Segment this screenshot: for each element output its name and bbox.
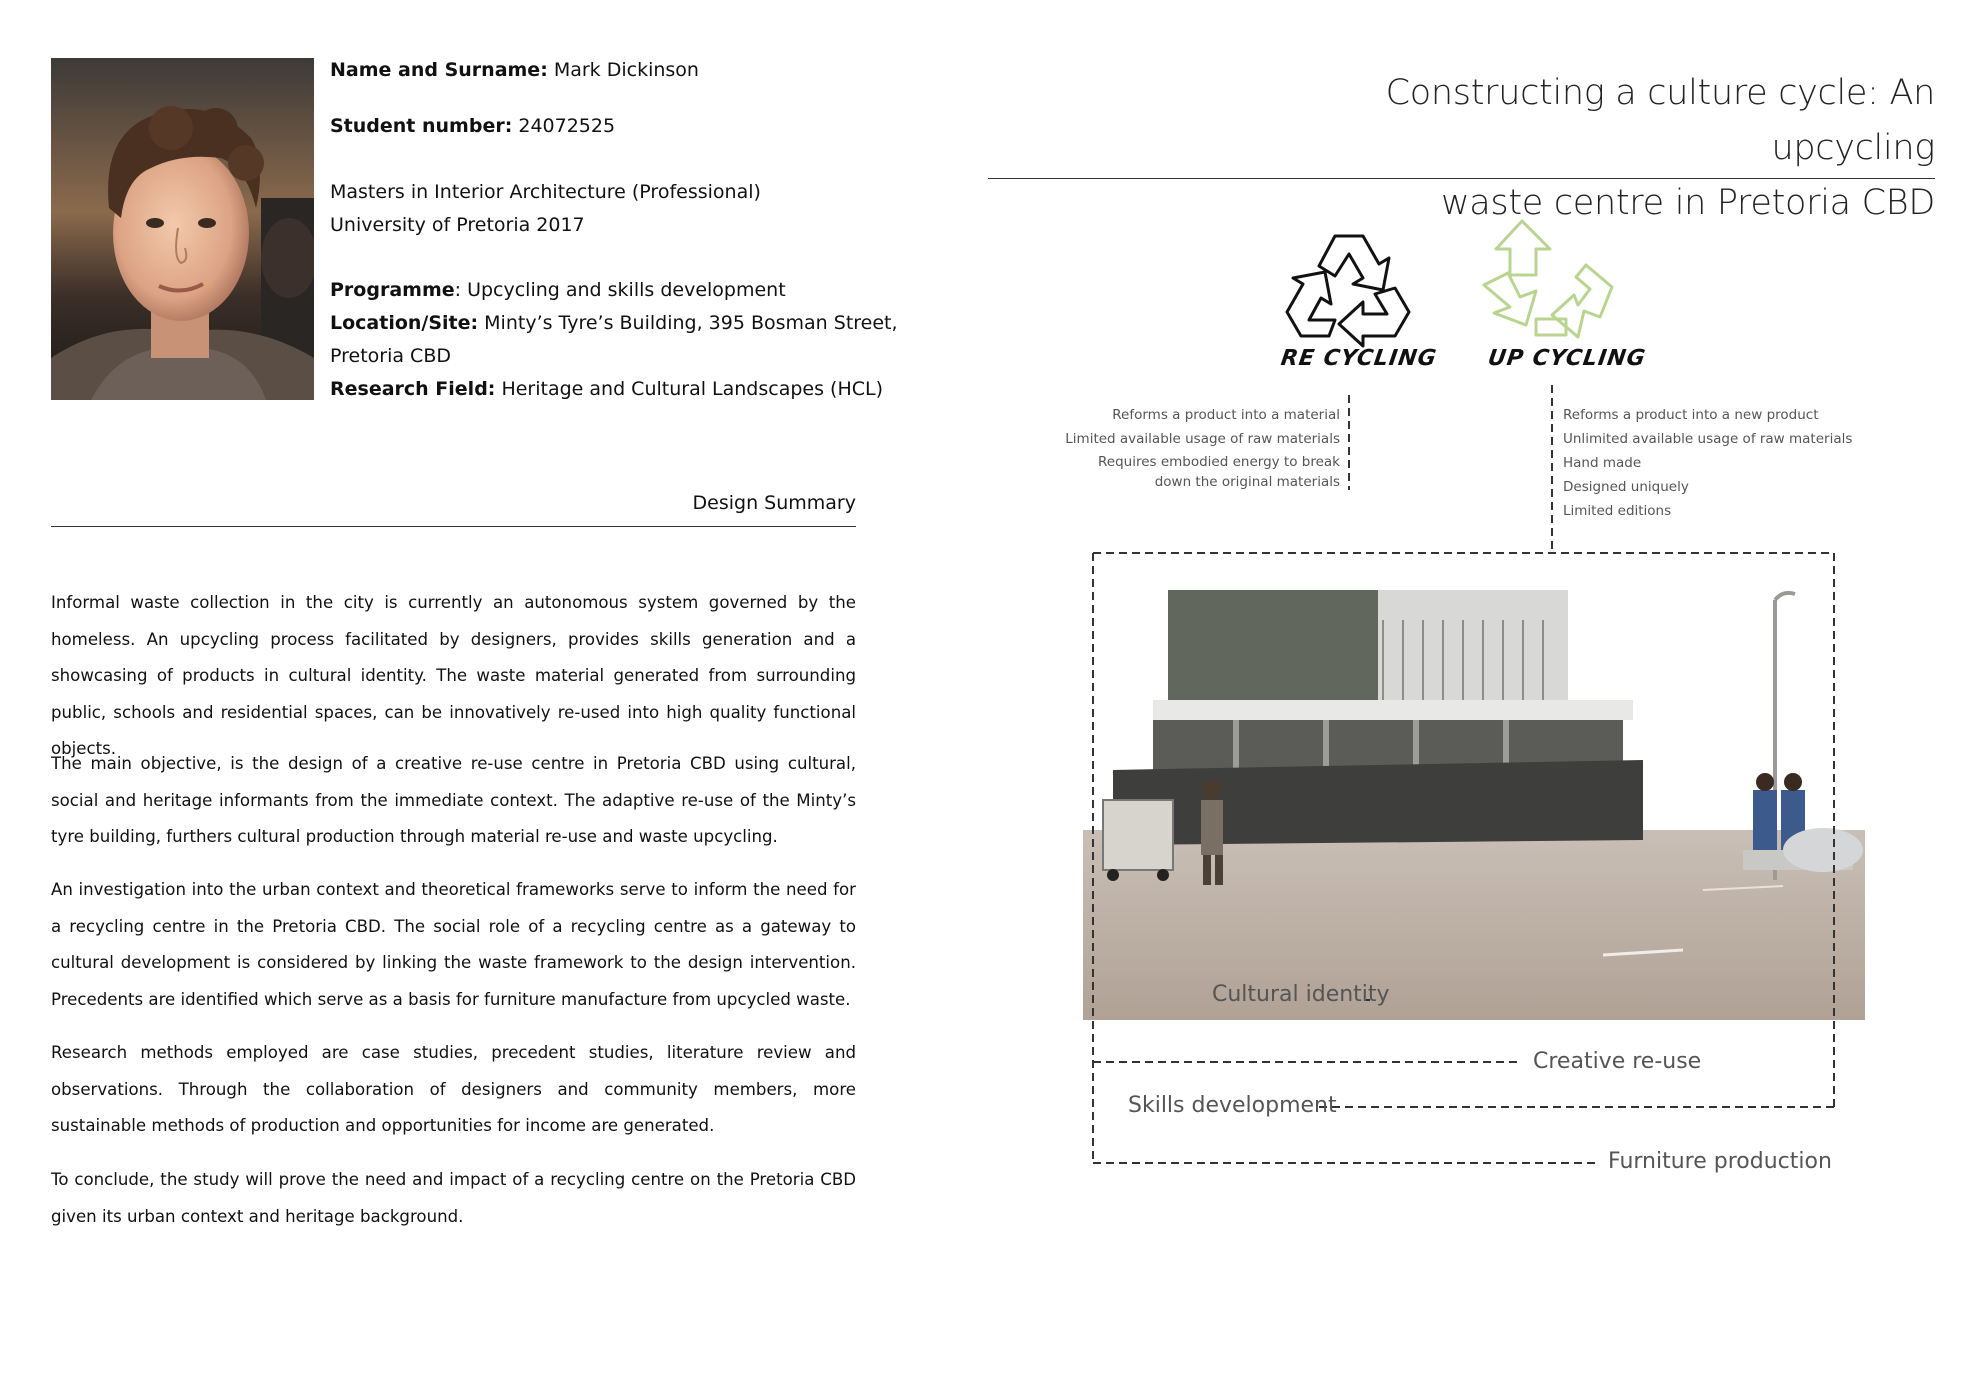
student-number-line xyxy=(330,110,615,143)
programme-value: : Upcycling and skills development xyxy=(454,279,786,301)
student-label: Student number: xyxy=(330,115,513,137)
programme-label: Programme xyxy=(330,279,455,301)
research-value: Heritage and Cultural Landscapes (HCL) xyxy=(495,378,884,400)
summary-paragraph: An investigation into the urban context and theoretical frameworks serve to inform the need for a recycling centre in the Pretoria CBD. The social role of a recycling centre as a gateway to cultural development is considered by linking the waste framework to the design intervention. Precedents are identified which serve as a basis for furniture manufacture from upcycled waste. xyxy=(51,880,856,1009)
creative-reuse-label: Creative re-use xyxy=(1533,1049,1702,1074)
portrait-photo xyxy=(51,58,314,400)
recycling-point: Limited available usage of raw materials xyxy=(1065,431,1340,447)
upcycling-icon xyxy=(1480,215,1620,350)
title-divider xyxy=(988,178,1935,179)
recycling-point: Reforms a product into a material xyxy=(1112,407,1340,423)
location-value: Minty’s Tyre’s Building, 395 Bosman Street, xyxy=(478,312,898,334)
upcycling-description xyxy=(1563,403,1852,523)
recycling-description xyxy=(1040,403,1340,491)
summary-paragraph: Informal waste collection in the city is currently an autonomous system governed by the homeless. An upcycling process facilitated by designers, provides skills generation and a showcasing of products in cultural identity. The waste material generated from surrounding public, schools and residential spaces, can be innovatively re-used into high quality functional objects. xyxy=(51,593,856,759)
recycling-point: Requires embodied energy to break xyxy=(1097,454,1340,470)
skills-development-label: Skills development xyxy=(1128,1093,1337,1118)
degree-line xyxy=(330,176,761,209)
upcycling-point: Designed uniquely xyxy=(1563,479,1689,495)
location-line-2 xyxy=(330,340,451,373)
location-value-2: Pretoria CBD xyxy=(330,345,451,367)
summary-paragraph: To conclude, the study will prove the need and impact of a recycling centre on the Pretoria CBD given its urban context and heritage background. xyxy=(51,1170,856,1226)
location-line xyxy=(330,307,898,340)
upcycling-label: UP CYCLING xyxy=(1486,346,1648,371)
research-label: Research Field: xyxy=(330,378,496,400)
university: University of Pretoria 2017 xyxy=(330,214,585,236)
student-value: 24072525 xyxy=(512,115,616,137)
furniture-production-label: Furniture production xyxy=(1608,1149,1832,1174)
upcycling-point: Reforms a product into a new product xyxy=(1563,407,1819,423)
design-summary-heading: Design Summary xyxy=(692,492,856,514)
upcycling-point: Limited editions xyxy=(1563,503,1672,519)
name-value: Mark Dickinson xyxy=(547,59,699,81)
research-field-line xyxy=(330,373,883,406)
building-photo xyxy=(1083,590,1865,1020)
recycling-icon xyxy=(1283,228,1415,350)
upcycling-point: Hand made xyxy=(1563,455,1642,471)
recycling-point: down the original materials xyxy=(1154,474,1340,490)
project-title xyxy=(1230,66,1935,231)
upcycling-point: Unlimited available usage of raw materials xyxy=(1563,431,1853,447)
name-label: Name and Surname: xyxy=(330,59,548,81)
recycling-label: RE CYCLING xyxy=(1279,346,1439,371)
university-line xyxy=(330,209,585,242)
cultural-identity-label: Cultural identity xyxy=(1212,982,1390,1007)
project-title-line-1: Constructing a culture cycle: An upcycling xyxy=(1385,73,1935,168)
degree: Masters in Interior Architecture (Professional) xyxy=(330,181,761,203)
programme-line xyxy=(330,274,786,307)
summary-divider xyxy=(51,526,856,527)
name-line xyxy=(330,54,699,87)
summary-paragraph: Research methods employed are case studies, precedent studies, literature review and observations. Through the collaboration of designers and community members, more sustainable methods of production and opportunities for income are generated. xyxy=(51,1043,856,1136)
summary-paragraph: The main objective, is the design of a creative re-use centre in Pretoria CBD using cultural, social and heritage informants from the immediate context. The adaptive re-use of the Minty’s tyre building, furthers cultural production through material re-use and waste upcycling. xyxy=(51,754,856,847)
location-label: Location/Site: xyxy=(330,312,479,334)
project-title-line-2: waste centre in Pretoria CBD xyxy=(1440,183,1935,223)
